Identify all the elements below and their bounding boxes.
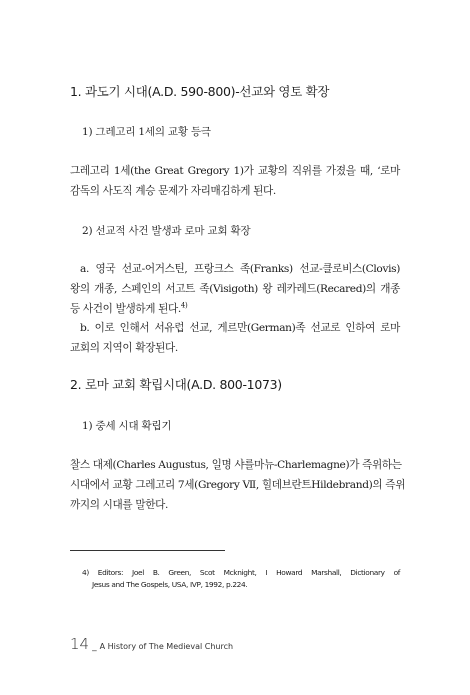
footnote [82,567,400,591]
footnote-divider [70,550,225,551]
section-2-heading: 2. 로마 교회 확립시대(A.D. 800-1073) [70,377,282,392]
paragraph-line: b. 이로 인해서 서유럽 선교, 게르만(German)족 선교로 인하여 로마 [80,322,400,334]
subsection-2-1-heading: 1) 중세 시대 확립기 [82,420,172,432]
paragraph-line: 그레고리 1세(the Great Gregory 1)가 교황의 직위를 가졌을 때, ‘로마 [70,165,400,177]
paragraph-line-text: 등 사건이 발생하게 된다. [70,303,181,315]
section-1-heading: 1. 과도기 시대(A.D. 590-800)-선교와 영토 확장 [70,84,330,99]
running-title: A History of The Medieval Church [99,642,234,651]
subsection-1-1-heading: 1) 그레고리 1세의 교황 등극 [82,126,211,138]
paragraph-line: 교회의 지역이 확장된다. [70,342,178,354]
footnote-line: Jesus and The Gospels, USA, IVP, 1992, p.224. [92,580,248,589]
paragraph-line: 시대에서 교황 그레고리 7세(Gregory Ⅶ, 힐데브란트Hildebrand)의 즉위 [70,479,406,491]
paragraph-charlemagne [70,455,406,515]
subsection-1-2-heading: 2) 선교적 사건 발생과 로마 교회 확장 [82,225,251,237]
paragraph-line: 감독의 사도직 계승 문제가 자리매김하게 된다. [70,185,276,197]
paragraph-missions-b [70,318,400,358]
page-footer [70,634,233,653]
paragraph-line: 왕의 개종, 스페인의 서고트 족(Visigoth) 왕 레카레드(Recared)의 개종 [70,283,400,295]
paragraph-line [70,299,400,319]
paragraph-line: 찰스 대제(Charles Augustus, 일명 샤를마뉴-Charlemagne)가 즉위하는 [70,459,402,471]
footnote-reference: 4) [180,301,188,310]
footer-separator: _ [92,642,97,652]
page-number: 14 [70,635,90,653]
paragraph-line: a. 영국 선교-어거스틴, 프랑크스 족(Franks) 선교-클로비스(Clovis) [80,263,400,275]
footnote-line: 4) Editors: Joel B. Green, Scot Mcknight, I Howard Marshall, Dictionary of [82,568,400,577]
paragraph-line: 까지의 시대를 말한다. [70,499,169,511]
paragraph-gregory [70,161,400,201]
paragraph-missions-a [70,259,400,319]
